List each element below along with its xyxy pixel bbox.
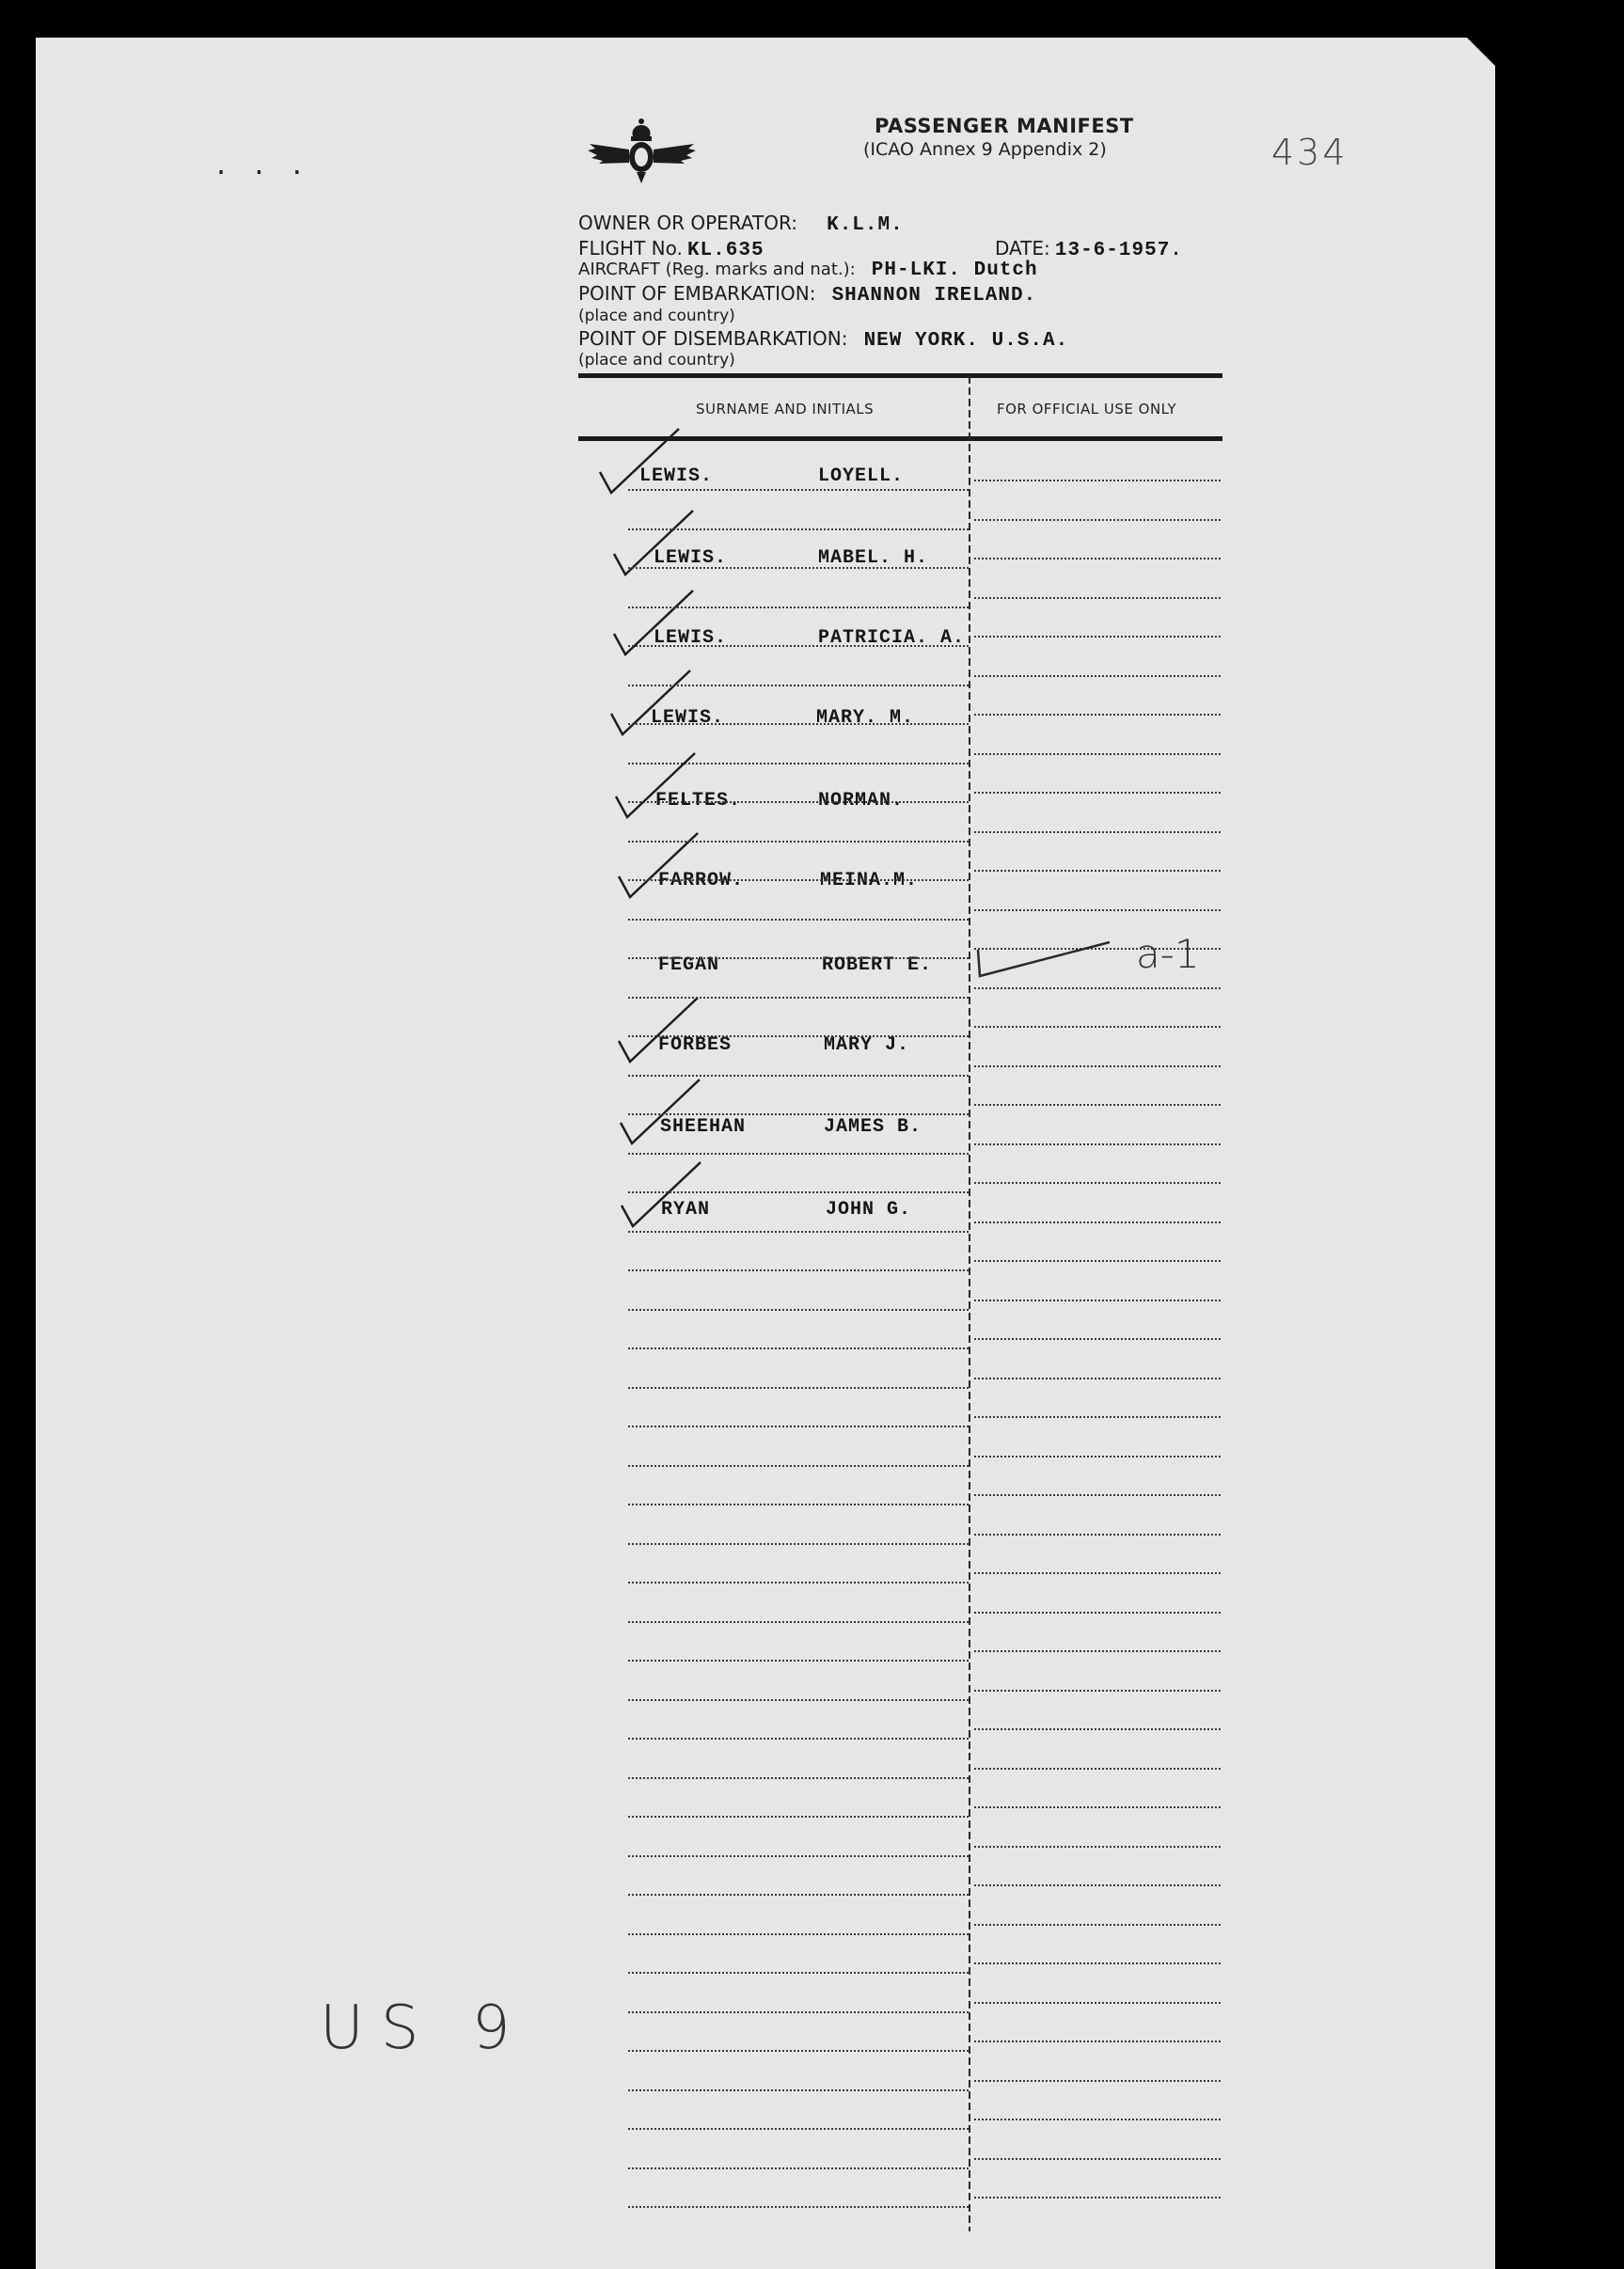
flight-field [578,237,765,261]
name-ruled-line [628,997,969,999]
disembarkation-sub: (place and country) [578,351,735,370]
official-ruled-line [974,1650,1221,1652]
passenger-surname: FEGAN [658,954,720,976]
margin-dots: . . . [216,146,311,181]
check-mark-icon [611,992,715,1067]
official-ruled-line [974,1182,1221,1184]
passenger-surname: LEWIS. [651,707,725,729]
flight-label: FLIGHT No. [578,237,683,260]
name-ruled-line [628,1738,969,1740]
official-ruled-line [974,2158,1221,2160]
passenger-given-names: MEINA.M. [820,870,919,891]
passenger-surname: RYAN [661,1199,711,1221]
date-value: 13-6-1957. [1054,240,1183,261]
official-ruled-line [974,1534,1221,1536]
name-ruled-line [628,1191,969,1193]
passenger-surname: FARROW. [658,870,745,891]
official-ruled-line [974,2197,1221,2198]
bottom-handwritten-note: US 9 [320,1993,528,2063]
name-ruled-line [628,1582,969,1584]
official-ruled-line [974,1143,1221,1145]
embarkation-field [578,282,1036,307]
name-ruled-line [628,607,969,608]
official-ruled-line [974,480,1221,481]
passenger-given-names: NORMAN. [818,790,905,811]
check-mark-icon [607,505,710,580]
name-ruled-line [628,1231,969,1233]
official-ruled-line [974,558,1221,559]
name-ruled-line [628,1387,969,1389]
official-ruled-line [974,636,1221,638]
official-ruled-line [974,1221,1221,1223]
official-ruled-line [974,1416,1221,1418]
official-ruled-line [974,792,1221,794]
name-ruled-line [628,1816,969,1818]
official-ruled-line [974,1338,1221,1340]
official-ruled-line [974,1260,1221,1262]
name-ruled-line [628,2050,969,2052]
disembarkation-value: NEW YORK. U.S.A. [863,330,1069,352]
name-ruled-line [628,1153,969,1155]
name-ruled-line [628,685,969,686]
disembarkation-field [578,327,1068,352]
name-ruled-line [628,528,969,530]
passenger-given-names: ROBERT E. [822,954,933,976]
header-rule [578,373,1222,378]
name-ruled-line [628,763,969,764]
passenger-given-names: MABEL. H. [818,547,929,569]
official-ruled-line [974,2041,1221,2042]
official-ruled-line [974,1065,1221,1067]
passenger-surname: LEWIS. [654,627,728,649]
name-ruled-line [628,1035,969,1037]
name-ruled-line [628,801,969,803]
name-ruled-line [628,2206,969,2208]
official-ruled-line [974,909,1221,911]
name-ruled-line [628,1347,969,1349]
aircraft-label: AIRCRAFT (Reg. marks and nat.): [578,260,856,279]
name-ruled-line [628,1465,969,1467]
name-ruled-line [628,567,969,569]
aircraft-field [578,260,1038,281]
owner-value: K.L.M. [827,214,904,236]
name-ruled-line [628,1699,969,1701]
name-ruled-line [628,2167,969,2169]
official-ruled-line [974,1104,1221,1106]
passenger-surname: LEWIS. [654,547,728,569]
official-ruled-line [974,714,1221,716]
name-ruled-line [628,723,969,725]
name-ruled-line [628,1894,969,1896]
official-ruled-line [974,2080,1221,2082]
official-ruled-line [974,1456,1221,1458]
embarkation-value: SHANNON IRELAND. [831,285,1037,307]
owner-field [578,212,904,236]
date-label: DATE: [995,237,1050,260]
check-mark-icon [613,1074,717,1149]
manifest-title: PASSENGER MANIFEST [875,115,1134,137]
passenger-given-names: JAMES B. [824,1116,922,1138]
name-ruled-line [628,489,969,491]
official-ruled-line [974,1924,1221,1926]
passenger-surname: LEWIS. [639,465,714,487]
name-ruled-line [628,879,969,881]
passenger-given-names: MARY J. [824,1034,910,1056]
official-ruled-line [974,1612,1221,1614]
official-ruled-line [974,597,1221,599]
embarkation-sub: (place and country) [578,307,735,325]
official-ruled-line [974,1572,1221,1574]
page-number: 434 [1271,132,1348,173]
column-divider [969,376,970,2231]
name-ruled-line [628,1504,969,1505]
passenger-surname: FORBES [658,1034,733,1056]
name-ruled-line [628,1269,969,1271]
name-ruled-line [628,1972,969,1974]
surname-column-header: SURNAME AND INITIALS [696,401,875,418]
name-ruled-line [628,1113,969,1115]
name-ruled-line [628,1426,969,1427]
page-corner [1467,38,1495,66]
passenger-surname: SHEEHAN [660,1116,747,1138]
name-ruled-line [628,1621,969,1623]
passenger-given-names: MARY. M. [816,707,915,729]
name-ruled-line [628,1933,969,1935]
name-ruled-line [628,645,969,647]
name-ruled-line [628,1777,969,1779]
official-ruled-line [974,831,1221,833]
name-ruled-line [628,1075,969,1077]
official-ruled-line [974,1728,1221,1730]
official-ruled-line [974,1300,1221,1301]
aircraft-value: PH-LKI. Dutch [871,260,1038,281]
official-ruled-line [974,2119,1221,2120]
official-ruled-line [974,1884,1221,1886]
official-ruled-line [974,1026,1221,1028]
date-field [995,237,1183,261]
name-ruled-line [628,1309,969,1311]
check-mark-icon [604,665,707,740]
name-ruled-line [628,1660,969,1662]
check-mark-icon [611,827,715,903]
embarkation-label: POINT OF EMBARKATION: [578,282,816,305]
flight-value: KL.635 [686,240,765,261]
official-ruled-line [974,753,1221,755]
official-ruled-line [974,1690,1221,1692]
name-ruled-line [628,957,969,959]
name-ruled-line [628,1543,969,1545]
manifest-subtitle: (ICAO Annex 9 Appendix 2) [863,139,1107,160]
official-ruled-line [974,1846,1221,1848]
official-ruled-line [974,1962,1221,1964]
official-ruled-line [974,2002,1221,2004]
official-ruled-line [974,519,1221,521]
name-ruled-line [628,841,969,843]
official-ruled-line [974,1494,1221,1496]
check-mark-icon [614,1157,717,1232]
check-mark-icon [592,423,696,498]
official-ruled-line [974,1768,1221,1770]
check-mark-icon [607,585,710,660]
passenger-given-names: JOHN G. [826,1199,912,1221]
official-ruled-line [974,675,1221,677]
official-ruled-line [974,870,1221,872]
name-ruled-line [628,2089,969,2091]
official-column-header: FOR OFFICIAL USE ONLY [997,401,1177,418]
passenger-surname: FELTES. [655,790,742,811]
official-ruled-line [974,1378,1221,1379]
name-ruled-line [628,919,969,921]
name-ruled-line [628,2011,969,2013]
owner-label: OWNER OR OPERATOR: [578,212,797,234]
passenger-given-names: PATRICIA. A. [818,627,966,649]
name-ruled-line [628,1855,969,1857]
klm-crown-wings-icon [588,118,696,188]
name-ruled-line [628,2128,969,2130]
official-ruled-line [974,1806,1221,1808]
official-note: a-1 [1136,931,1200,977]
check-mark-icon [608,748,712,823]
disembarkation-label: POINT OF DISEMBARKATION: [578,327,848,350]
passenger-given-names: LOYELL. [818,465,905,487]
